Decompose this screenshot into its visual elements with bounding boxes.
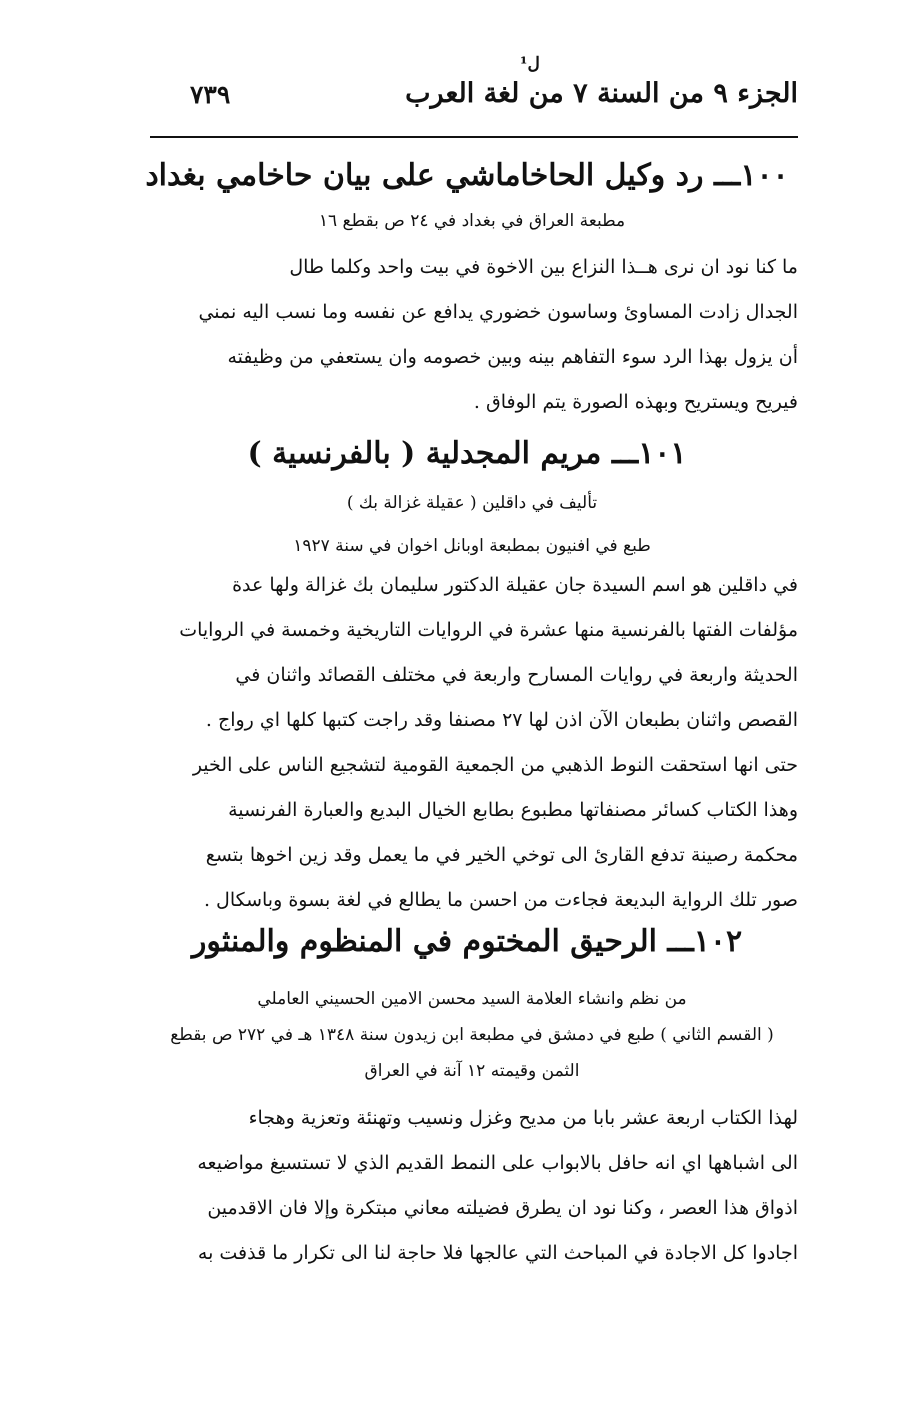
- entry-meta-101-imprint: طبع في افنيون بمطبعة اوبانل اخوان في سنة ١٩٢٧: [293, 536, 651, 556]
- body-line: الى اشباهها اي انه حافل بالابواب على النمط القديم الذي لا تستسيغ مواضيعه: [197, 1152, 798, 1174]
- entry-body-102: [140, 1096, 798, 1276]
- entry-title-102: ١٠٢ـــ الرحيق المختوم في المنظوم والمنثور: [191, 924, 743, 959]
- body-line: الجدال زادت المساوئ وساسون خضوري يدافع عن نفسه وما نسب اليه نمني: [198, 301, 798, 323]
- body-line: صور تلك الرواية البديعة فجاءت من احسن ما يطالع في لغة بسوة وباسكال .: [203, 889, 798, 911]
- entry-meta-102-author: من نظم وانشاء العلامة السيد محسن الامين الحسيني العاملي: [257, 989, 687, 1009]
- body-line: فيريح ويستريح وبهذه الصورة يتم الوفاق .: [473, 391, 798, 413]
- page-number: ٧٣٩: [190, 80, 231, 109]
- body-line: وهذا الكتاب كسائر مصنفاتها مطبوع بطابع الخيال البديع والعبارة الفرنسية: [228, 799, 798, 821]
- entry-meta-102-price: الثمن وقيمته ١٢ آنة في العراق: [364, 1061, 580, 1081]
- body-line: في داقلين هو اسم السيدة جان عقيلة الدكتور سليمان بك غزالة ولها عدة: [232, 574, 798, 596]
- entry-title-100: ١٠٠ـــ رد وكيل الحاخاماشي على بيان حاخامي بغداد: [145, 158, 789, 193]
- header-mark: ل¹: [520, 54, 540, 74]
- entry-meta-100: مطبعة العراق في بغداد في ٢٤ ص بقطع ١٦: [318, 211, 626, 231]
- entry-meta-101-author: تأليف في داقلين ( عقيلة غزالة بك ): [346, 493, 598, 513]
- body-line: اجادوا كل الاجادة في المباحث التي عالجها فلا حاجة لنا الى تكرار ما قذفت به: [197, 1242, 798, 1264]
- body-line: محكمة رصينة تدفع القارئ الى توخي الخير في ما يعمل وقد زين اخوها بتسع: [205, 844, 798, 866]
- entry-meta-102-imprint: ( القسم الثاني ) طبع في دمشق في مطبعة ابن زيدون سنة ١٣٤٨ هـ في ٢٧٢ ص بقطع: [170, 1025, 774, 1045]
- body-line: اذواق هذا العصر ، وكنا نود ان يطرق فضيلته معاني مبتكرة وإلا فان الاقدمين: [207, 1197, 798, 1219]
- entry-body-101: [140, 563, 798, 923]
- header-rule: [150, 136, 798, 138]
- page-header: [150, 54, 798, 122]
- entry-body-100: [140, 245, 798, 425]
- body-line: لهذا الكتاب اربعة عشر بابا من مديح وغزل ونسيب وتهنئة وتعزية وهجاء: [248, 1107, 798, 1129]
- entry-title-101: ١٠١ـــ مريم المجدلية ( بالفرنسية ): [247, 436, 687, 471]
- body-line: مؤلفات الفتها بالفرنسية منها عشرة في الروايات التاريخية وخمسة في الروايات: [179, 619, 798, 641]
- running-title: الجزء ٩ من السنة ٧ من لغة العرب: [405, 78, 798, 109]
- body-line: القصص واثنان بطبعان الآن اذن لها ٢٧ مصنفا وقد راجت كتبها كلها اي رواج .: [205, 709, 798, 731]
- body-line: حتى انها استحقت النوط الذهبي من الجمعية القومية لتشجيع الناس على الخير: [192, 754, 798, 776]
- body-line: أن يزول بهذا الرد سوء التفاهم بينه وبين خصومه وان يستعفي من وظيفته: [227, 346, 798, 368]
- body-line: الحديثة واربعة في روايات المسارح واربعة في مختلف القصائد واثنان في: [235, 664, 798, 686]
- body-line: ما كنا نود ان نرى هــذا النزاع بين الاخوة في بيت واحد وكلما طال: [289, 256, 798, 278]
